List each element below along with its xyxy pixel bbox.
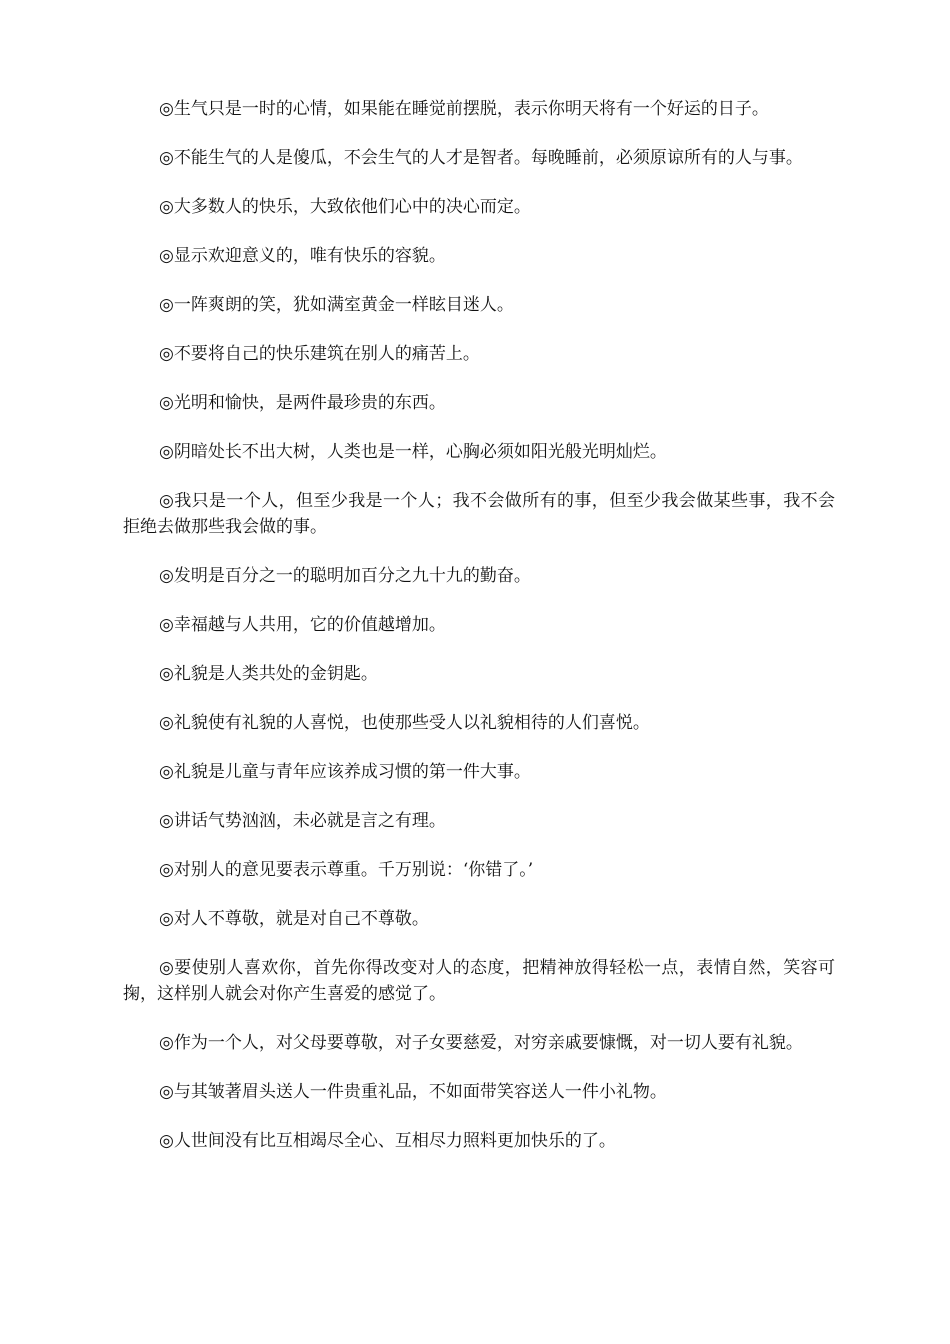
quote-paragraph: ◎礼貌是儿童与青年应该养成习惯的第一件大事。 (159, 762, 531, 782)
quote-paragraph: ◎光明和愉快，是两件最珍贵的东西。 (159, 393, 446, 413)
quote-paragraph: ◎讲话气势汹汹，未必就是言之有理。 (159, 811, 446, 831)
quote-paragraph: ◎发明是百分之一的聪明加百分之九十九的勤奋。 (159, 566, 531, 586)
quote-paragraph: ◎对别人的意见要表示尊重。千万别说：‘你错了。’ (159, 860, 534, 880)
quote-paragraph: ◎礼貌是人类共处的金钥匙。 (159, 664, 378, 684)
quote-paragraph: ◎对人不尊敬，就是对自己不尊敬。 (159, 909, 429, 929)
quote-paragraph: ◎一阵爽朗的笑，犹如满室黄金一样眩目迷人。 (159, 295, 514, 315)
quote-paragraph: ◎阴暗处长不出大树，人类也是一样，心胸必须如阳光般光明灿烂。 (159, 442, 667, 462)
quote-paragraph: ◎我只是一个人，但至少我是一个人；我不会做所有的事，但至少我会做某些事，我不会拒绝去做那些我会做的事。 (123, 491, 835, 537)
quote-paragraph: ◎人世间没有比互相竭尽全心、互相尽力照料更加快乐的了。 (159, 1131, 616, 1151)
quote-paragraph: ◎不要将自己的快乐建筑在别人的痛苦上。 (159, 344, 480, 364)
quote-paragraph: ◎礼貌使有礼貌的人喜悦，也使那些受人以礼貌相待的人们喜悦。 (159, 713, 650, 733)
document-body (123, 96, 835, 1177)
quote-paragraph: ◎显示欢迎意义的，唯有快乐的容貌。 (159, 246, 446, 266)
quote-paragraph: ◎不能生气的人是傻瓜，不会生气的人才是智者。每晚睡前，必须原谅所有的人与事。 (159, 148, 803, 168)
quote-paragraph: ◎要使别人喜欢你，首先你得改变对人的态度，把精神放得轻松一点，表情自然，笑容可掬，这样别人就会对你产生喜爱的感觉了。 (123, 958, 835, 1004)
quote-paragraph: ◎生气只是一时的心情，如果能在睡觉前摆脱，表示你明天将有一个好运的日子。 (159, 99, 769, 119)
quote-paragraph: ◎幸福越与人共用，它的价值越增加。 (159, 615, 446, 635)
quote-paragraph: ◎作为一个人，对父母要尊敬，对子女要慈爱，对穷亲戚要慷慨，对一切人要有礼貌。 (159, 1033, 803, 1053)
quote-paragraph: ◎与其皱著眉头送人一件贵重礼品，不如面带笑容送人一件小礼物。 (159, 1082, 667, 1102)
quote-paragraph: ◎大多数人的快乐，大致依他们心中的决心而定。 (159, 197, 531, 217)
